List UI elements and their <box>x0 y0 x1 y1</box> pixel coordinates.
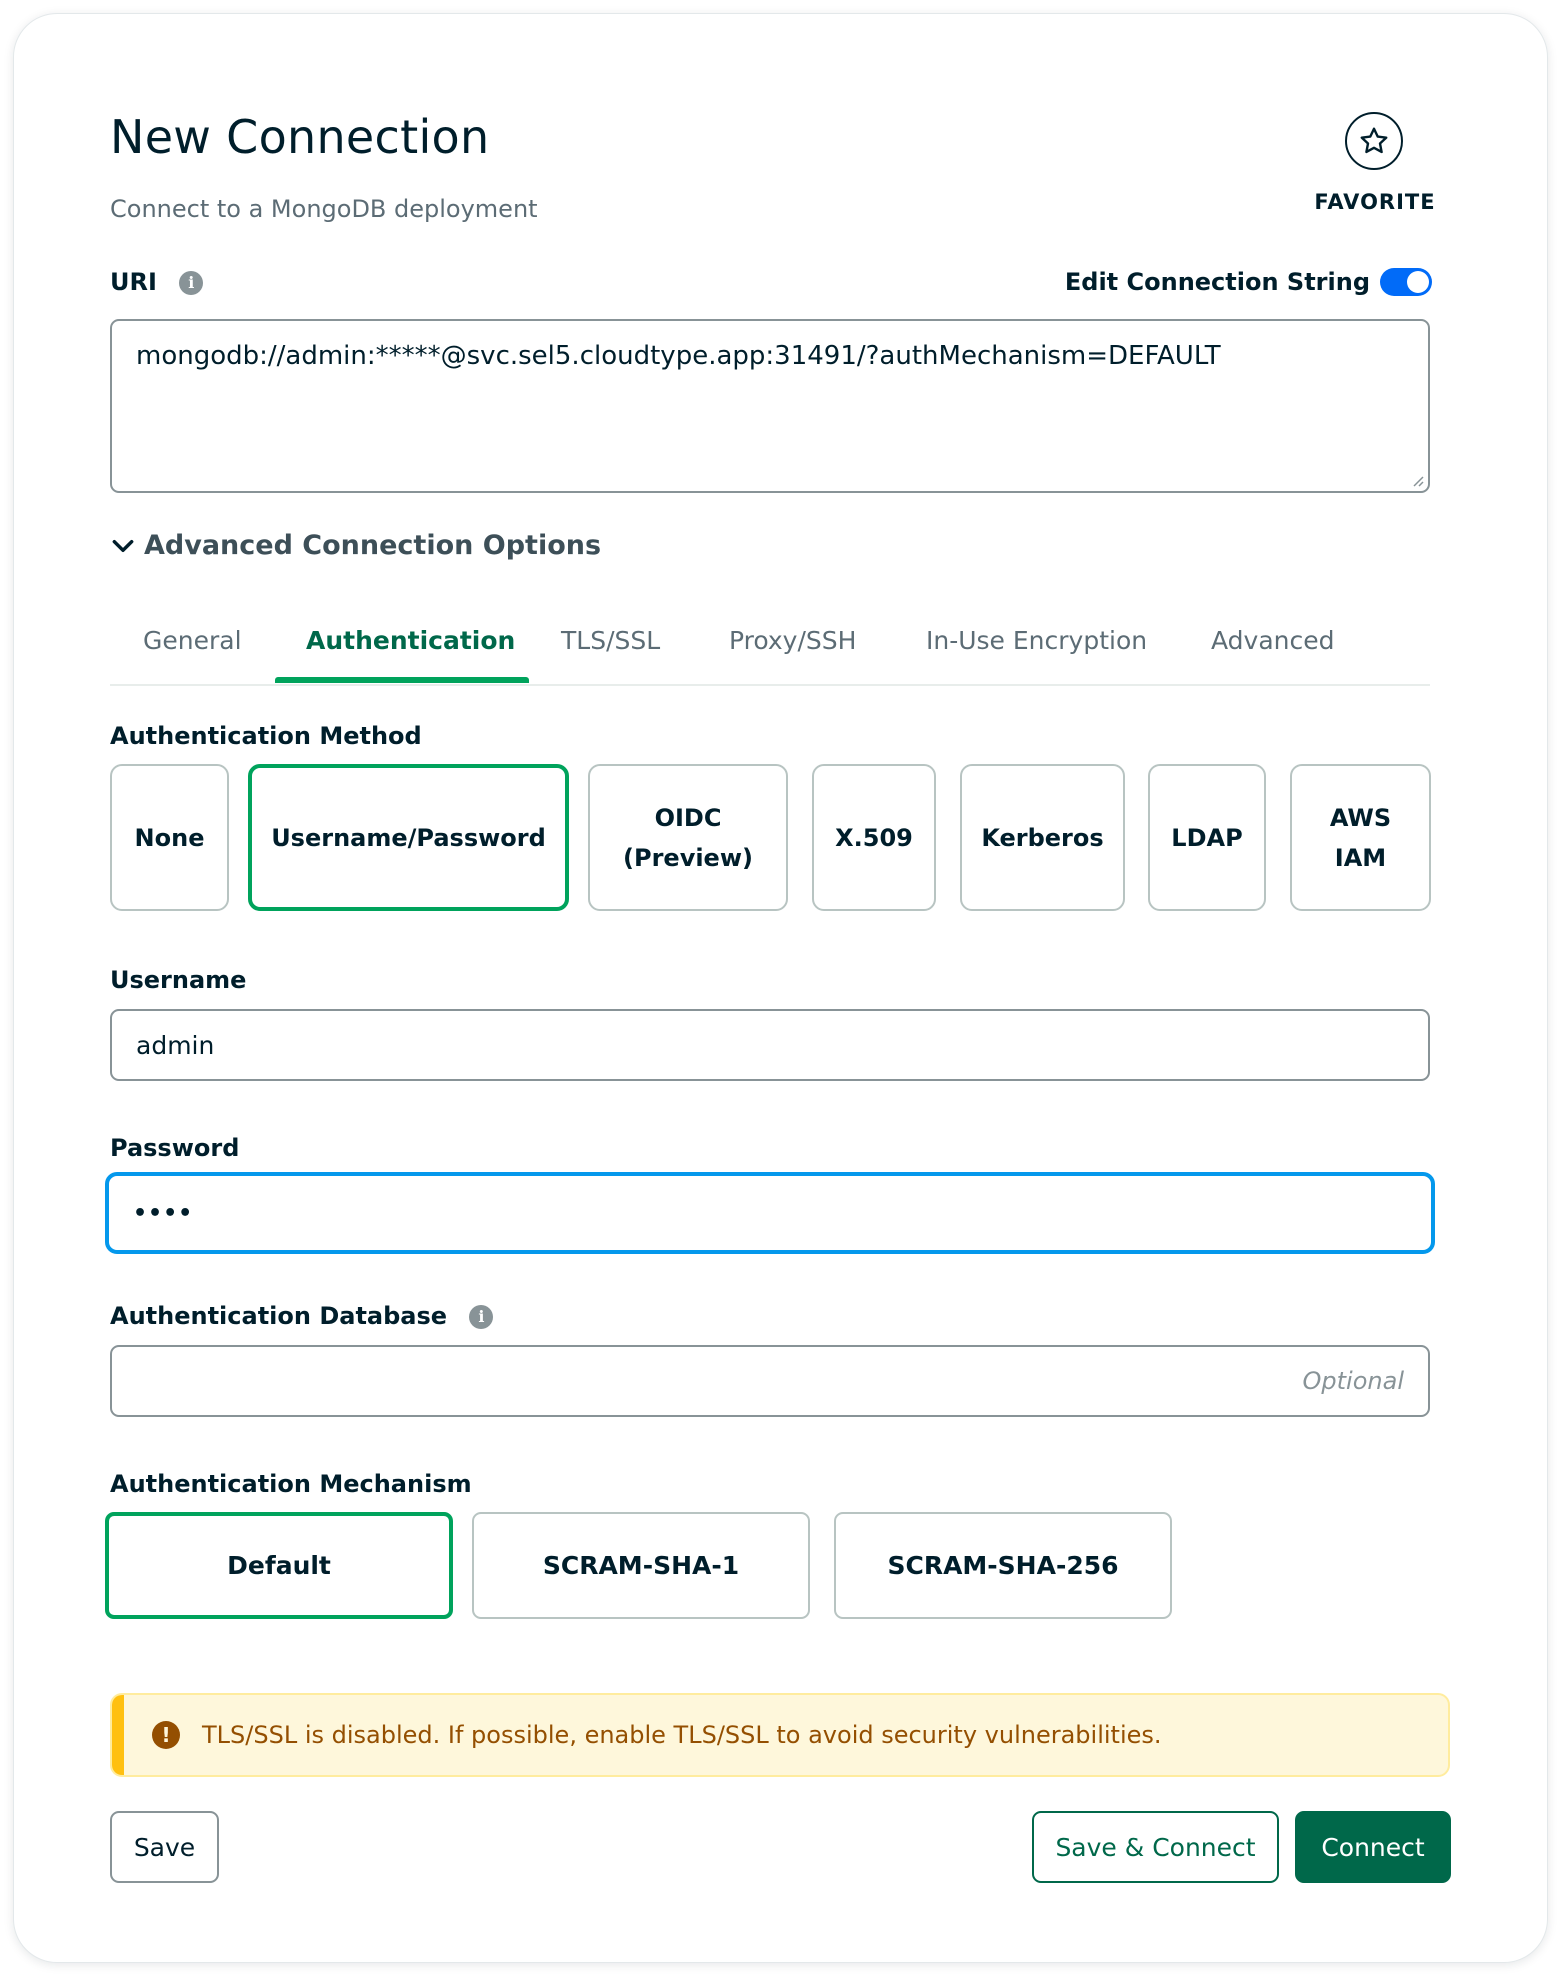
info-icon[interactable]: i <box>179 271 203 295</box>
star-icon <box>1358 125 1390 157</box>
username-label: Username <box>110 966 247 994</box>
uri-value: mongodb://admin:*****@svc.sel5.cloudtype.app:31491/?authMechanism=DEFAULT <box>136 341 1221 371</box>
auth-mechanism-default-label: Default <box>227 1551 331 1580</box>
resize-grip-icon[interactable] <box>1410 473 1424 487</box>
tab-advanced[interactable]: Advanced <box>1211 626 1335 655</box>
edit-connection-string-toggle[interactable] <box>1380 268 1432 296</box>
password-label: Password <box>110 1134 240 1162</box>
banner-accent-bar <box>112 1695 124 1775</box>
chevron-down-icon <box>110 533 136 559</box>
favorite-button[interactable] <box>1345 112 1403 170</box>
page-subtitle: Connect to a MongoDB deployment <box>110 195 538 223</box>
auth-database-input[interactable] <box>110 1345 1430 1417</box>
auth-method-ldap[interactable] <box>1148 764 1266 911</box>
auth-mechanism-scram-sha-256[interactable] <box>834 1512 1172 1619</box>
warning-icon: ! <box>152 1721 180 1749</box>
auth-mechanism-scram-sha-1[interactable] <box>472 1512 810 1619</box>
auth-method-none-label: None <box>134 823 205 852</box>
advanced-options-label: Advanced Connection Options <box>144 530 602 561</box>
auth-method-kerberos[interactable] <box>960 764 1125 911</box>
auth-database-label-row <box>110 1302 493 1330</box>
auth-mechanism-scram-sha-256-label: SCRAM-SHA-256 <box>887 1551 1119 1580</box>
auth-method-x509-label: X.509 <box>835 823 913 852</box>
tls-warning-banner <box>110 1693 1450 1777</box>
auth-method-none[interactable] <box>110 764 229 911</box>
auth-mechanism-scram-sha-1-label: SCRAM-SHA-1 <box>542 1551 740 1580</box>
username-input[interactable] <box>110 1009 1430 1081</box>
save-button[interactable]: Save <box>110 1811 219 1883</box>
tab-general[interactable]: General <box>143 626 242 655</box>
edit-connection-string-label: Edit Connection String <box>1064 268 1370 296</box>
auth-method-aws-iam[interactable] <box>1290 764 1431 911</box>
auth-database-label: Authentication Database <box>110 1302 448 1330</box>
favorite-label: FAVORITE <box>1314 190 1436 214</box>
page-title: New Connection <box>110 110 490 164</box>
auth-method-aws-label: AWS <box>1329 803 1392 832</box>
connect-button[interactable]: Connect <box>1295 1811 1451 1883</box>
options-tabs <box>110 610 1430 686</box>
auth-method-kerberos-label: Kerberos <box>981 823 1104 852</box>
auth-method-x509[interactable] <box>812 764 936 911</box>
uri-label: URI <box>110 268 157 296</box>
tab-authentication[interactable]: Authentication <box>306 626 516 655</box>
auth-mechanism-default[interactable] <box>105 1512 453 1619</box>
auth-method-username-password[interactable] <box>248 764 569 911</box>
toggle-knob <box>1407 271 1429 293</box>
uri-label-row <box>110 268 203 296</box>
tab-tls-ssl[interactable]: TLS/SSL <box>561 626 661 655</box>
auth-method-oidc-sublabel: (Preview) <box>623 843 753 872</box>
tab-in-use-encryption[interactable]: In-Use Encryption <box>926 626 1148 655</box>
save-and-connect-button[interactable]: Save & Connect <box>1032 1811 1279 1883</box>
auth-method-oidc-label: OIDC <box>654 803 722 832</box>
auth-method-iam-label: IAM <box>1334 843 1387 872</box>
password-input[interactable] <box>105 1172 1435 1254</box>
info-icon[interactable]: i <box>469 1305 493 1329</box>
auth-method-username-password-label: Username/Password <box>271 823 546 852</box>
auth-method-label: Authentication Method <box>110 722 422 750</box>
auth-database-placeholder: Optional <box>1302 1367 1404 1395</box>
auth-method-oidc[interactable] <box>588 764 788 911</box>
active-tab-indicator <box>275 677 529 683</box>
uri-textarea[interactable] <box>110 319 1430 493</box>
password-value: •••• <box>133 1200 194 1226</box>
auth-method-ldap-label: LDAP <box>1171 823 1243 852</box>
tab-proxy-ssh[interactable]: Proxy/SSH <box>729 626 857 655</box>
banner-text: TLS/SSL is disabled. If possible, enable TLS/SSL to avoid security vulnerabilities. <box>202 1721 1162 1749</box>
advanced-options-toggle[interactable] <box>110 530 601 561</box>
username-value: admin <box>136 1030 215 1060</box>
auth-mechanism-label: Authentication Mechanism <box>110 1470 472 1498</box>
